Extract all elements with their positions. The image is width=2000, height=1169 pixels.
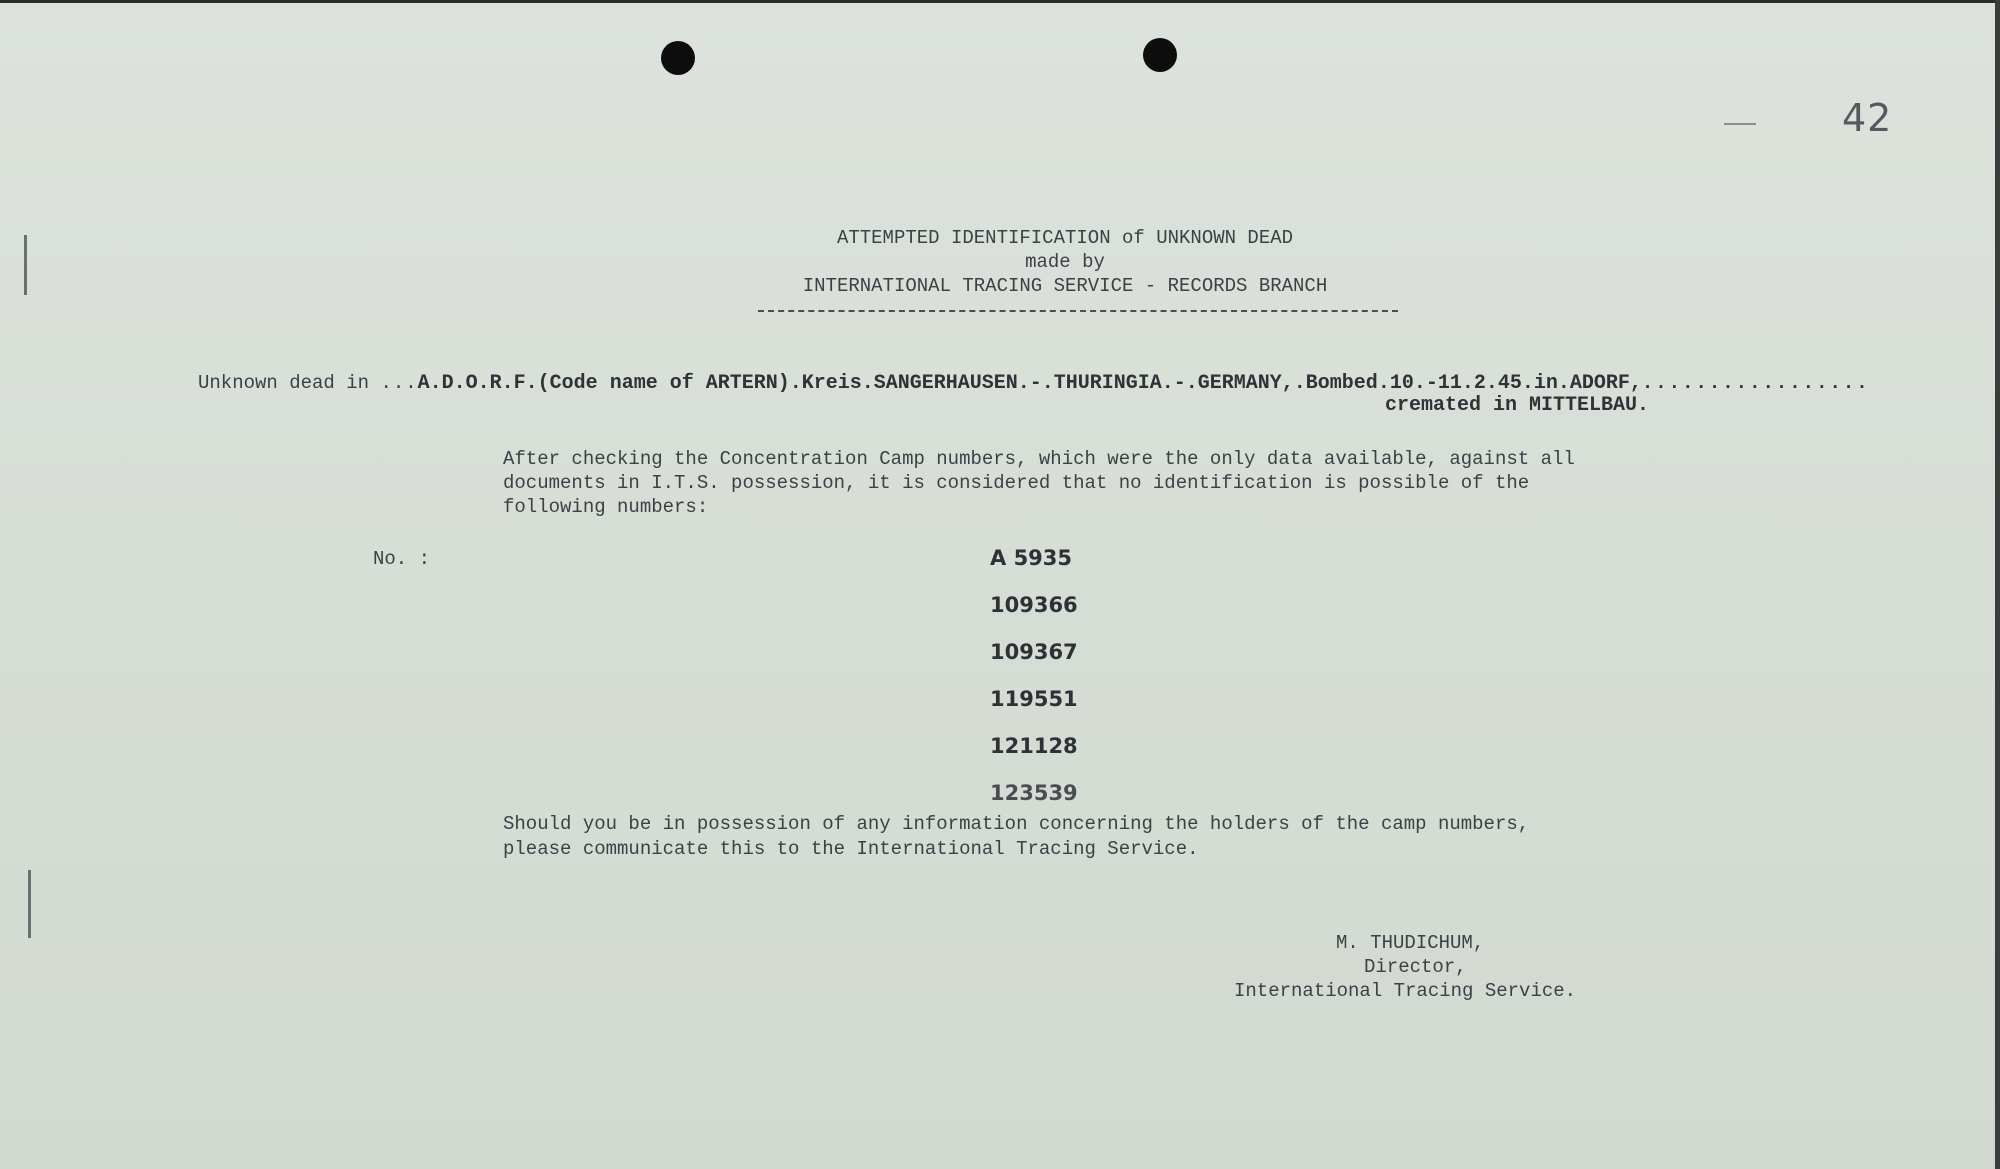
camp-number: 109366 [990,593,1078,617]
unknown-dead-place: A.D.O.R.F.(Code name of ARTERN).Kreis.SANGERHAUSEN.-.THURINGIA.-.GERMANY,.Bombed.10.-11.2.45.in.ADORF, [417,372,1642,395]
cremated-note: cremated in MITTELBAU. [1385,394,1650,417]
explanation-paragraph [503,447,1743,519]
page-number-mark [1724,123,1756,125]
header-title: ATTEMPTED IDENTIFICATION of UNKNOWN DEAD [836,227,1294,249]
camp-number: 123539 [990,781,1078,805]
edge-mark-bottom [28,870,31,938]
punch-hole-left [661,41,695,75]
unknown-dead-trailing-dots: ................. [1641,372,1870,394]
unknown-dead-label: Unknown dead in [198,372,370,394]
camp-number: A 5935 [990,546,1073,570]
unknown-dead-line [198,372,1870,395]
camp-number: 121128 [990,734,1078,758]
header-rule [758,310,1398,312]
paragraph-line-3: following numbers: [503,496,709,518]
camp-numbers-list [990,543,1110,825]
signature-block [1230,931,1630,1003]
paragraph-line-2: documents in I.T.S. possession, it is considered that no identification is possible of the [503,472,1530,494]
header-made-by: made by [1025,251,1105,273]
document-header [700,226,1430,298]
punch-hole-right [1143,38,1177,72]
camp-number: 109367 [990,640,1078,664]
closing-paragraph [503,812,1529,862]
unknown-dead-leader: ... [380,372,418,394]
signatory-name: M. THUDICHUM, [1336,932,1485,954]
top-border [0,0,2000,3]
closing-line-2: please communicate this to the International Tracing Service. [503,838,1199,860]
right-border [1995,0,2000,1169]
signatory-title: Director, [1364,956,1467,978]
header-organization: INTERNATIONAL TRACING SERVICE - RECORDS BRANCH [802,275,1328,297]
camp-number: 119551 [990,687,1078,711]
numbers-label: No. : [373,548,431,570]
page-number: 42 [1842,96,1893,140]
signatory-organization: International Tracing Service. [1234,980,1577,1002]
paragraph-line-1: After checking the Concentration Camp numbers, which were the only data available, against all [503,448,1575,470]
edge-mark-top [24,235,27,295]
closing-line-1: Should you be in possession of any information concerning the holders of the camp numbers, [503,813,1530,835]
